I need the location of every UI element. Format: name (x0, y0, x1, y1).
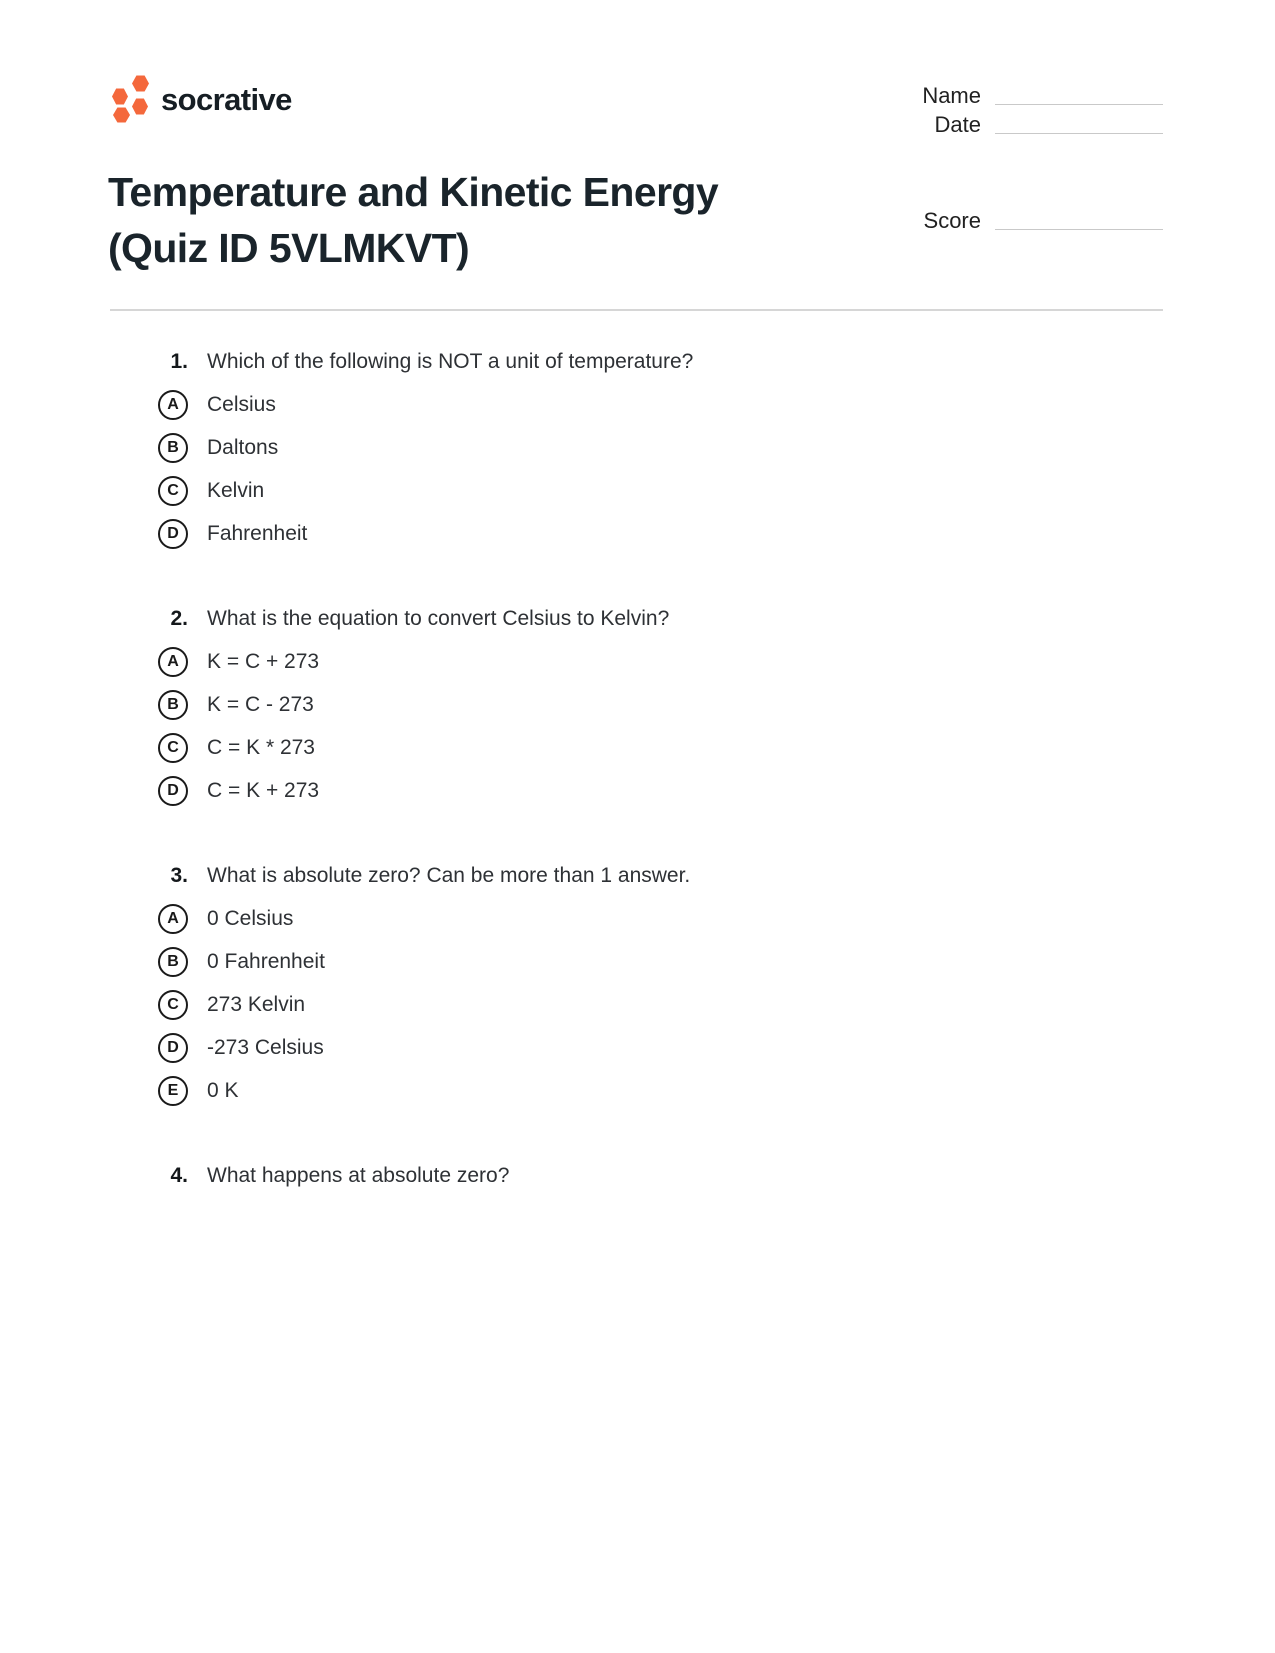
answer-bubble[interactable]: D (158, 1033, 188, 1063)
option-row (0, 426, 1275, 469)
option-row (0, 383, 1275, 426)
option-letter-cell (0, 519, 188, 549)
option-row (0, 983, 1275, 1026)
answer-bubble[interactable]: A (158, 904, 188, 934)
score-label: Score (923, 208, 981, 233)
question-number: 3. (170, 863, 188, 887)
option-text: C = K * 273 (207, 735, 315, 759)
question-number: 4. (170, 1163, 188, 1187)
question-block (0, 854, 1275, 1112)
question-number-cell (0, 1164, 188, 1188)
option-text: 0 Celsius (207, 906, 294, 930)
option-letter-cell (0, 690, 188, 720)
option-text: -273 Celsius (207, 1035, 324, 1059)
quiz-title (108, 164, 898, 276)
quiz-title-line1: Temperature and Kinetic Energy (108, 169, 719, 215)
option-row (0, 512, 1275, 555)
header-divider (110, 309, 1163, 311)
question-text: What is absolute zero? Can be more than 1 answer. (207, 863, 691, 887)
question-text: What is the equation to convert Celsius to Kelvin? (207, 606, 670, 630)
option-row (0, 940, 1275, 983)
option-letter-cell (0, 433, 188, 463)
answer-bubble[interactable]: B (158, 947, 188, 977)
hexagon-icon (113, 107, 130, 123)
options-list (0, 640, 1275, 812)
socrative-logo-mark (112, 75, 149, 123)
question-block (0, 597, 1275, 812)
hexagon-icon (132, 75, 149, 92)
answer-bubble[interactable]: A (158, 647, 188, 677)
option-row (0, 726, 1275, 769)
option-letter-cell (0, 904, 188, 934)
option-letter-cell (0, 647, 188, 677)
question-row (0, 597, 1275, 640)
option-letter-cell (0, 1033, 188, 1063)
name-label: Name (922, 83, 981, 108)
option-letter-cell (0, 1076, 188, 1106)
option-letter-cell (0, 947, 188, 977)
name-write-line[interactable] (995, 104, 1163, 105)
questions (0, 340, 1275, 1239)
question-block (0, 340, 1275, 555)
option-text: Daltons (207, 435, 279, 459)
question-number: 2. (170, 606, 188, 630)
answer-bubble[interactable]: E (158, 1076, 188, 1106)
socrative-logo (112, 75, 292, 123)
question-text: What happens at absolute zero? (207, 1163, 510, 1187)
question-number-cell (0, 864, 188, 888)
question-number-cell (0, 607, 188, 631)
option-text: 273 Kelvin (207, 992, 306, 1016)
option-row (0, 1069, 1275, 1112)
question-block (0, 1154, 1275, 1197)
answer-bubble[interactable]: C (158, 733, 188, 763)
option-row (0, 897, 1275, 940)
quiz-title-line2: (Quiz ID 5VLMKVT) (108, 225, 470, 271)
question-row (0, 340, 1275, 383)
question-row (0, 1154, 1275, 1197)
options-list (0, 897, 1275, 1112)
question-number: 1. (170, 349, 188, 373)
option-row (0, 1026, 1275, 1069)
option-text: Celsius (207, 392, 276, 416)
date-write-line[interactable] (995, 133, 1163, 134)
score-write-line[interactable] (995, 229, 1163, 230)
option-row (0, 469, 1275, 512)
hexagon-icon (112, 88, 128, 105)
answer-bubble[interactable]: D (158, 776, 188, 806)
option-text: K = C - 273 (207, 692, 314, 716)
option-letter-cell (0, 476, 188, 506)
options-list (0, 383, 1275, 555)
option-text: K = C + 273 (207, 649, 320, 673)
option-row (0, 683, 1275, 726)
answer-bubble[interactable]: B (158, 433, 188, 463)
question-text: Which of the following is NOT a unit of temperature? (207, 349, 694, 373)
option-row (0, 640, 1275, 683)
answer-bubble[interactable]: B (158, 690, 188, 720)
hexagon-icon (132, 98, 148, 115)
answer-bubble[interactable]: C (158, 476, 188, 506)
answer-bubble[interactable]: C (158, 990, 188, 1020)
option-text: 0 Fahrenheit (207, 949, 325, 973)
option-letter-cell (0, 776, 188, 806)
option-text: Fahrenheit (207, 521, 308, 545)
option-row (0, 769, 1275, 812)
option-letter-cell (0, 990, 188, 1020)
option-text: C = K + 273 (207, 778, 320, 802)
brand-wordmark: socrative (161, 81, 292, 117)
question-number-cell (0, 350, 188, 374)
question-row (0, 854, 1275, 897)
answer-bubble[interactable]: D (158, 519, 188, 549)
option-text: 0 K (207, 1078, 239, 1102)
answer-bubble[interactable]: A (158, 390, 188, 420)
date-label: Date (934, 112, 981, 137)
option-letter-cell (0, 390, 188, 420)
option-text: Kelvin (207, 478, 265, 502)
option-letter-cell (0, 733, 188, 763)
